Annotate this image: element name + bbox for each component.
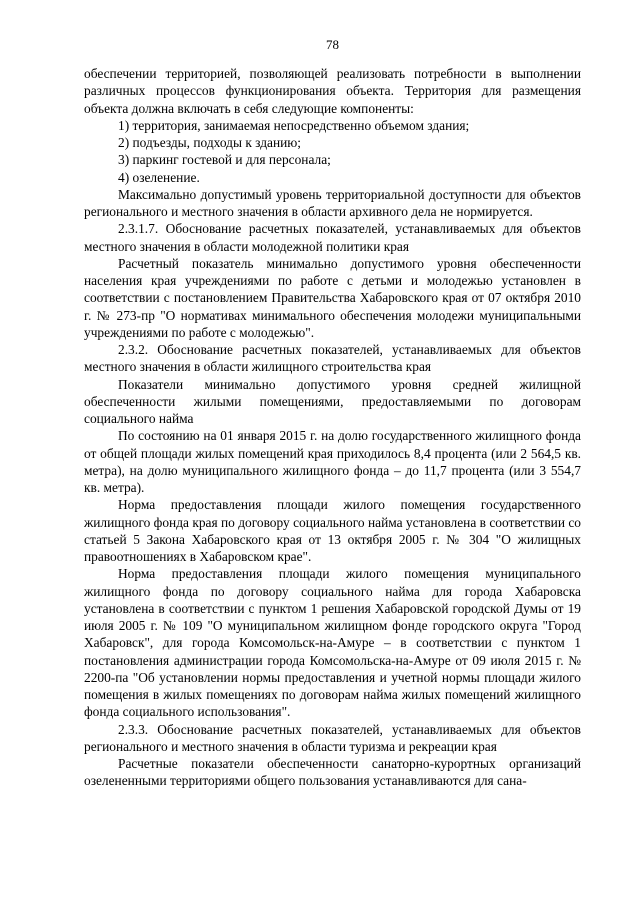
paragraph: Максимально допустимый уровень территориальной доступности для объектов регионального и местного значения в области архивного дела не нормируется. xyxy=(84,186,581,219)
paragraph: 2.3.3. Обоснование расчетных показателей, устанавливаемых для объектов регионального и местного значения в области туризма и рекреации края xyxy=(84,721,581,754)
paragraph: Расчетные показатели обеспеченности санаторно-курортных организаций озелененными территориями общего пользования устанавливаются для сана- xyxy=(84,756,581,789)
paragraph: 4) озеленение. xyxy=(118,169,200,185)
paragraph: Норма предоставления площади жилого помещения государственного жилищного фонда края по договору социального найма установлена в соответствии со статьей 5 Закона Хабаровского края от 13 октября 2005 г. № 304 "О жилищных правоотношениях в Хабаровском крае". xyxy=(84,497,581,564)
paragraph: По состоянию на 01 января 2015 г. на долю государственного жилищного фонда от общей площади жилых помещений края приходилось 8,4 процента (или 2 564,5 кв. метра), на долю муниципального жилищного фонда – до 11,7 процента (или 3 554,7 кв. метра). xyxy=(84,428,581,495)
paragraph: 1) территория, занимаемая непосредственно объемом здания; xyxy=(118,117,470,133)
paragraph: 2) подъезды, подходы к зданию; xyxy=(118,135,302,150)
paragraph: 2.3.1.7. Обоснование расчетных показателей, устанавливаемых для объектов местного значения в области молодежной политики края xyxy=(84,221,581,254)
paragraph: обеспечении территорией, позволяющей реализовать потребности в выполнении различных процессов функционирования объекта. Территория для размещения объекта должна включать в себя следующие компоненты: xyxy=(84,66,581,116)
paragraph: 3) паркинг гостевой и для персонала; xyxy=(118,152,331,168)
page-number: 78 xyxy=(326,37,339,52)
paragraph: Норма предоставления площади жилого помещения муниципального жилищного фонда по договору социального найма для города Хабаровска установлена в соответствии с пунктом 1 решения Хабаровской городской Думы от 19 июля 2005 г. № 109 "О муниципальном жилищном фонде городского округа "Город Хабаровск", для города Комсомольск-на-Амуре – в соответствии с пунктом 1 постановления администрации города Комсомольска-на-Амуре от 09 июля 2015 г. № 2200-па "Об установлении нормы предоставления и учетной нормы площади жилого помещения в жилых помещениях по договорам найма жилых помещений жилищного фонда социального использования". xyxy=(84,566,581,720)
paragraph: Показатели минимально допустимого уровня средней жилищной обеспеченности жилыми помещениями, предоставляемыми по договорам социального найма xyxy=(84,376,581,426)
paragraph: Расчетный показатель минимально допустимого уровня обеспеченности населения края учреждениями по работе с детьми и молодежью установлен в соответствии с постановлением Правительства Хабаровского края от 07 октября 2010 г. № 273-пр "О нормативах минимального обеспечения молодежи муниципальными учреждениями по работе с молодежью". xyxy=(84,255,581,340)
paragraph: 2.3.2. Обоснование расчетных показателей, устанавливаемых для объектов местного значения в области жилищного строительства края xyxy=(84,342,581,375)
document-body xyxy=(84,65,581,790)
